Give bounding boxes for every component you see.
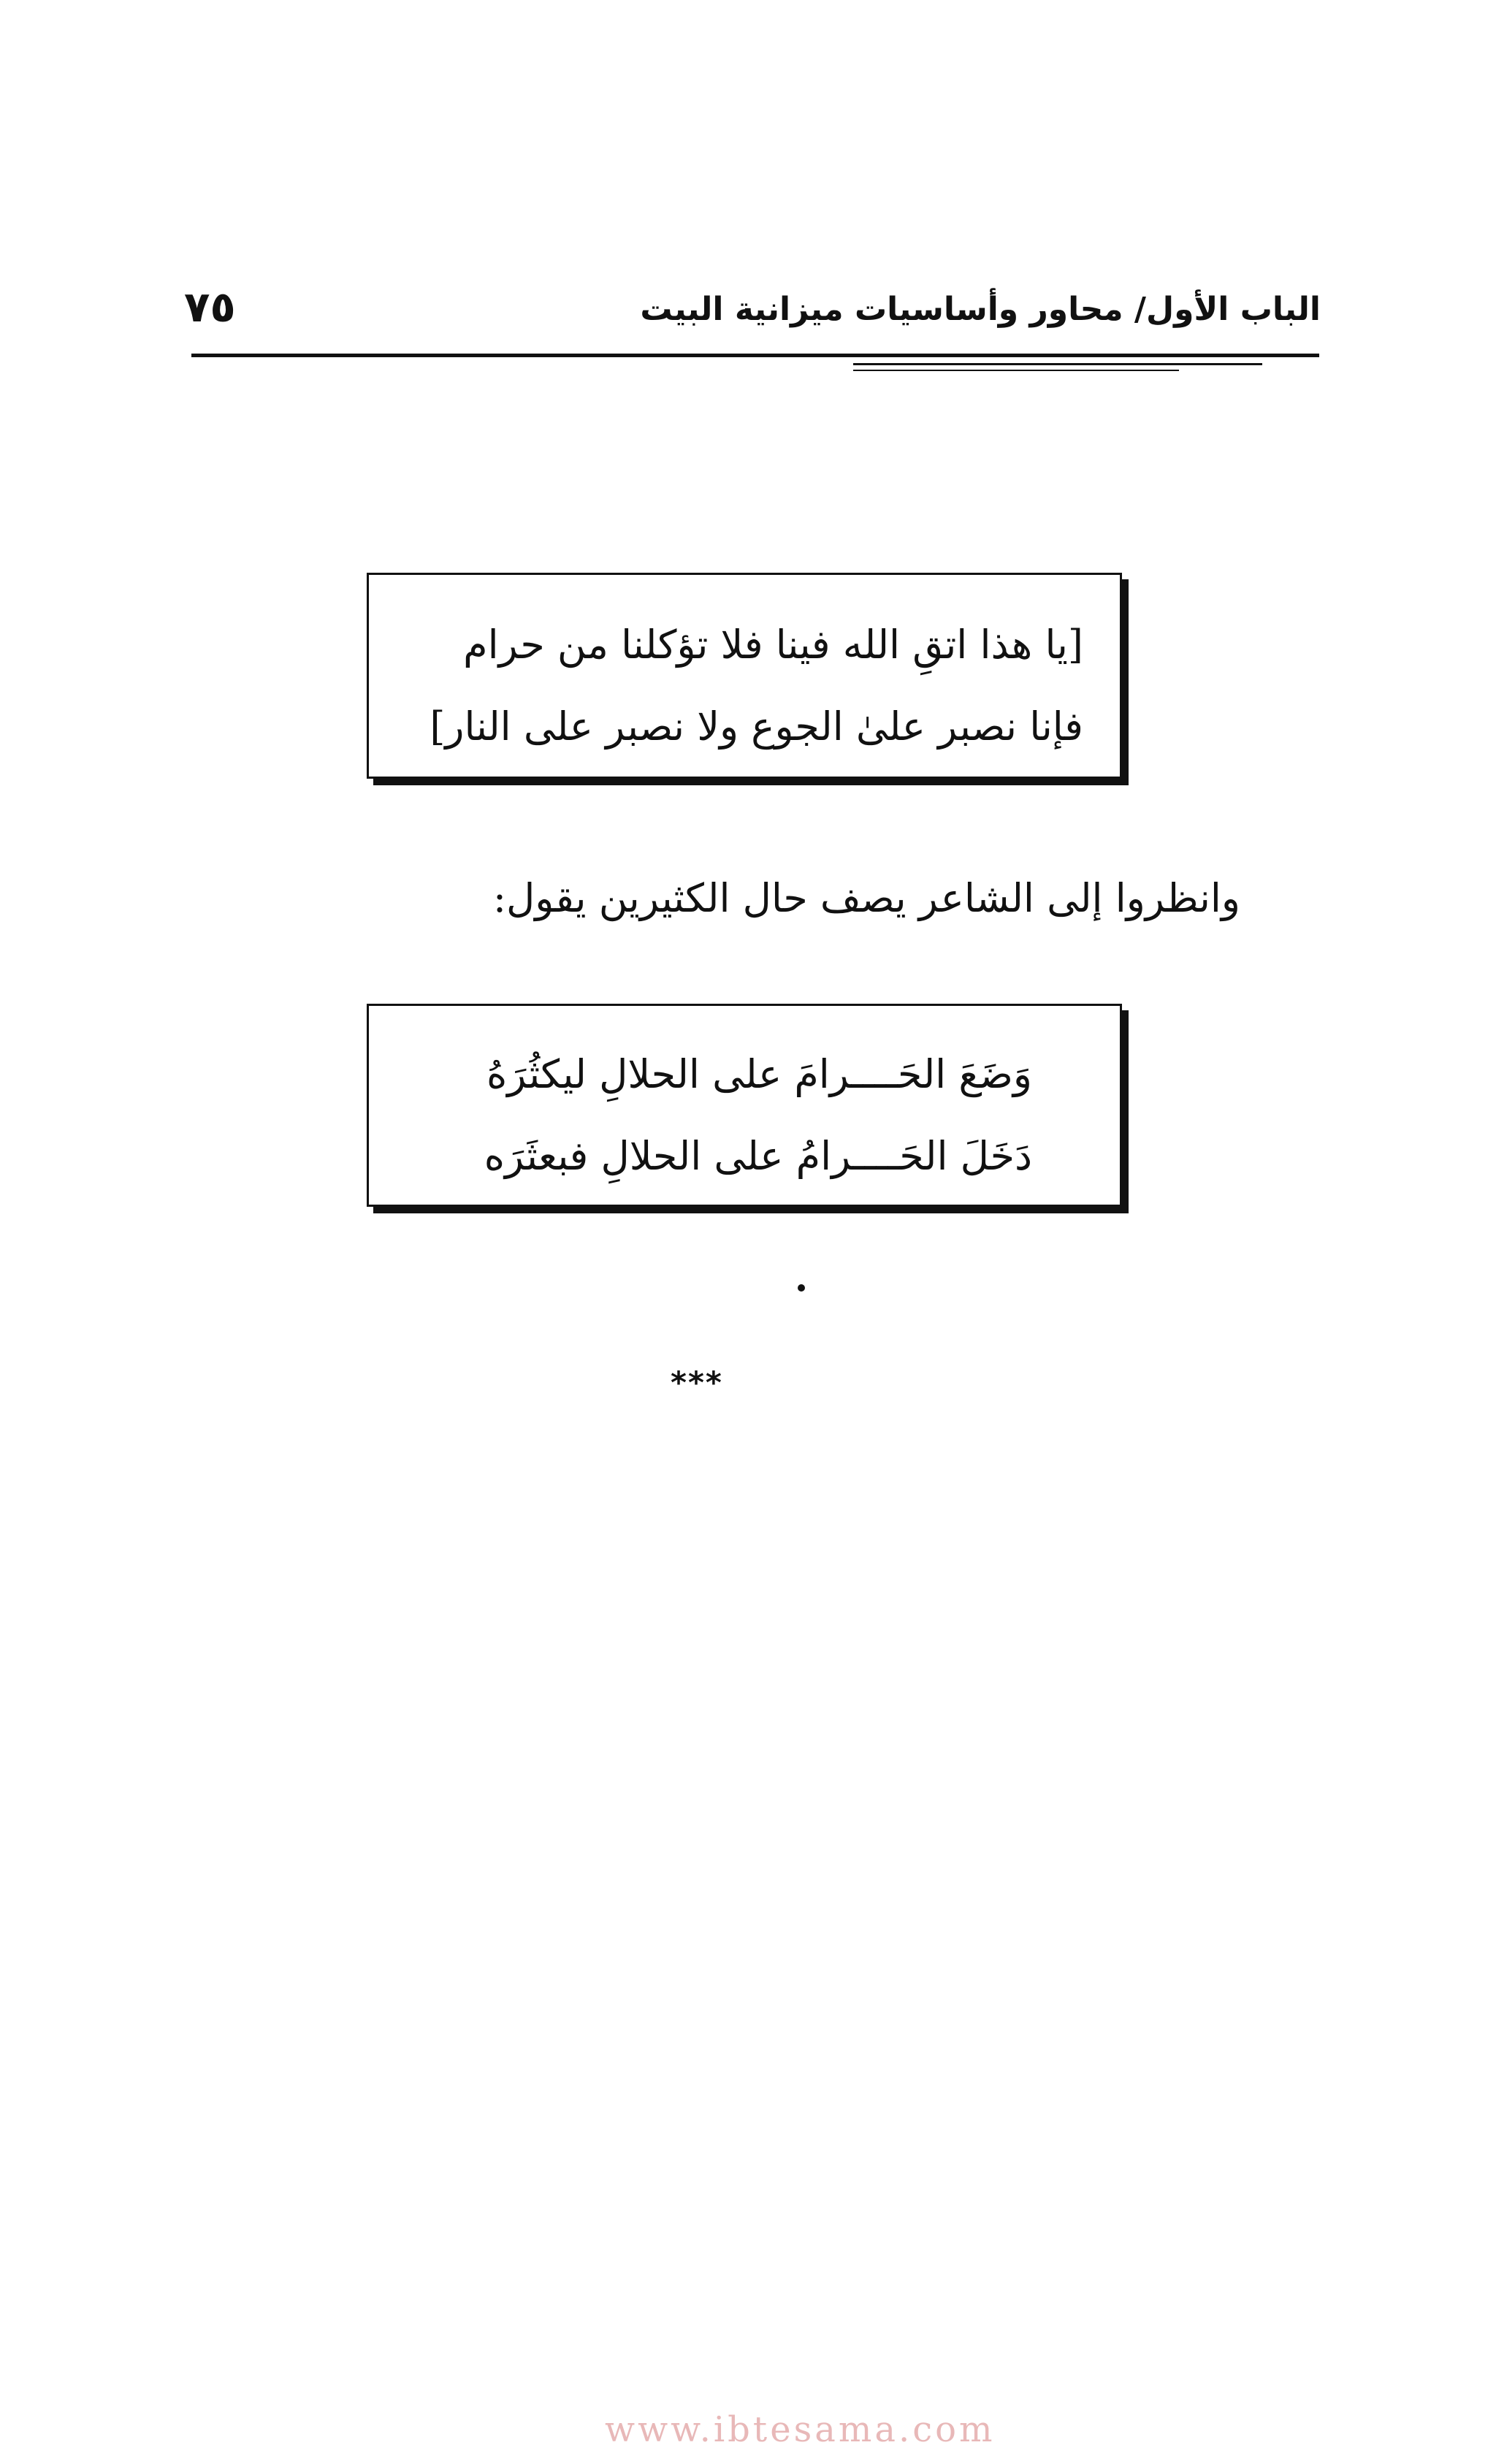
poem-line: وَضَعَ الحَــــرامَ على الحلالِ ليكثُرَهُ [486, 1051, 1032, 1097]
dot-mark [798, 1284, 805, 1292]
quote-line: فإنا نصبر علىٰ الجوع ولا نصبر على النار] [430, 703, 1083, 750]
intro-text: وانظروا إلى الشاعر يصف حال الكثيرين يقول: [492, 875, 1240, 921]
quote-box-first [367, 573, 1122, 779]
header-rule-accent-short [853, 370, 1179, 371]
running-header-title: الباب الأول/ محاور وأساسيات ميزانية البيت [640, 291, 1321, 328]
watermark: www.ibtesama.com [605, 2409, 996, 2450]
poem-box [367, 1004, 1122, 1207]
header-rule [191, 354, 1319, 357]
section-separator: *** [671, 1365, 723, 1400]
quote-line: [يا هذا اتقِ الله فينا فلا تؤكلنا من حرام [463, 622, 1083, 668]
poem-line: دَخَلَ الحَــــرامُ على الحلالِ فبعثَرَه [484, 1133, 1032, 1179]
header-rule-accent [853, 363, 1262, 365]
page-number: ٧٥ [184, 282, 236, 332]
